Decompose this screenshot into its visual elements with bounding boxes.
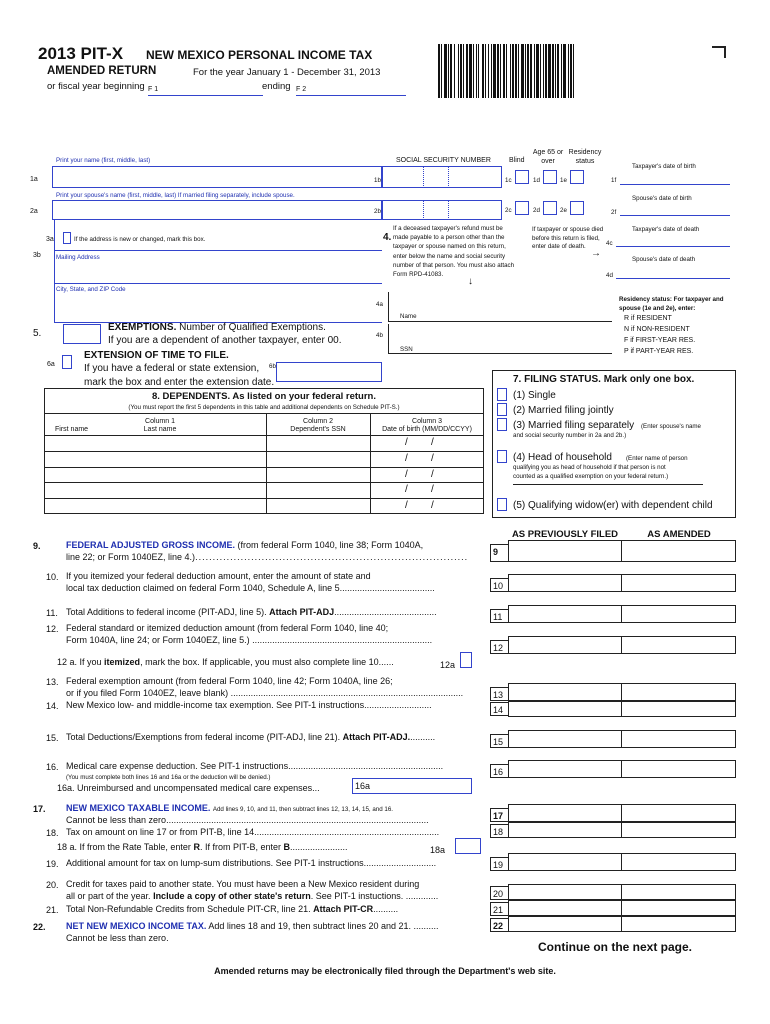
filing-hoh-label: (4) Head of household xyxy=(513,452,612,463)
line-10-box-label: 10 xyxy=(490,578,508,592)
line-20-b: all or part of the year. xyxy=(66,891,151,901)
as-amended-header: AS AMENDED xyxy=(647,529,711,540)
hoh-person-field[interactable] xyxy=(513,484,703,485)
exemptions-title: EXEMPTIONS. xyxy=(108,322,177,333)
line-2f-num: 2f xyxy=(611,209,617,216)
fiscal-end-field[interactable] xyxy=(296,95,406,96)
barcode-bar xyxy=(521,44,524,98)
exemptions-desc: Number of Qualified Exemptions. xyxy=(179,322,326,333)
line-22-bold: NET NEW MEXICO INCOME TAX. xyxy=(66,921,207,931)
beneficiary-name-field[interactable] xyxy=(388,292,612,322)
line-18-amended-field[interactable] xyxy=(622,822,736,838)
fiscal-code-start: F 1 xyxy=(148,86,159,93)
line-9-text xyxy=(66,540,423,552)
line-12-a: Federal standard or itemized deduction amount (from federal Form 1040, line 40; xyxy=(66,623,389,633)
barcode-bar xyxy=(548,44,551,98)
line-17-box-label: 17 xyxy=(490,808,508,822)
barcode-bar xyxy=(463,44,464,98)
line-20-bold: Include a copy of other state's return xyxy=(153,891,311,901)
print-spouse-label: Print your spouse's name (first, middle, last) If married filing separately, include spouse. xyxy=(56,192,295,199)
barcode-bar xyxy=(561,44,562,98)
line-17-text xyxy=(66,803,393,816)
line-20-a: Credit for taxes paid to another state. You must have been a New Mexico resident during xyxy=(66,879,420,889)
line-18-num: 18. xyxy=(46,828,59,838)
line-16-num: 16. xyxy=(46,762,59,772)
line-6a-num: 6a xyxy=(47,361,55,368)
line-14-amended-field[interactable] xyxy=(622,701,736,717)
filing-widow-label: (5) Qualifying widow(er) with dependent child xyxy=(513,500,713,511)
line-13-num: 13. xyxy=(46,677,59,687)
line-4d-num: 4d xyxy=(606,272,613,279)
line-20-box-label: 20 xyxy=(490,886,508,900)
filing-widow-checkbox[interactable] xyxy=(497,498,507,511)
spouse-dob-field[interactable] xyxy=(620,215,730,216)
col1-name: Last name xyxy=(143,426,177,433)
barcode-bar xyxy=(568,44,569,98)
line-20-c: . See PIT-1 instuctions. xyxy=(310,891,404,901)
line-2c-num: 2c xyxy=(505,207,512,214)
filing-hoh-note-3: counted as a qualified exemption on your federal return.) xyxy=(513,473,669,480)
spouse-age65-checkbox[interactable] xyxy=(543,201,557,215)
date-slash: / xyxy=(405,468,408,480)
barcode-bar xyxy=(543,44,544,98)
line-18a-text: 18 a. If from the Rate Table, enter R. If from PIT-B, enter B....................... xyxy=(57,842,348,852)
line-16-note: (You must complete both lines 16 and 16a or the deduction will be denied.) xyxy=(66,774,271,781)
line-2b-num: 2b xyxy=(374,208,381,215)
tax-year-text: For the year January 1 - December 31, 2013 xyxy=(193,67,381,78)
barcode-bar xyxy=(512,44,514,98)
spouse-dob-label: Spouse's date of birth xyxy=(632,195,692,202)
col3-title: Column 3 xyxy=(412,418,442,425)
exemptions-field[interactable] xyxy=(63,324,101,344)
residency-n: N if NON-RESIDENT xyxy=(624,326,690,333)
barcode-bar xyxy=(482,44,484,98)
filing-joint-label: (2) Married filing jointly xyxy=(513,405,614,416)
fiscal-year-label: or fiscal year beginning xyxy=(47,81,145,92)
line-12-previous-field[interactable] xyxy=(508,636,622,654)
spouse-blind-checkbox[interactable] xyxy=(515,201,529,215)
dependent-row[interactable] xyxy=(44,498,484,499)
line-22-a: Add lines 18 and 19, then subtract lines 20 and 21. xyxy=(208,921,412,931)
line-11-amended-field[interactable] xyxy=(622,605,736,623)
date-slash: / xyxy=(431,468,434,480)
barcode-bar xyxy=(534,44,535,98)
line-12-b: Form 1040A, line 24; or Form 1040EZ, line 5.) xyxy=(66,635,250,645)
filing-hoh-note: (Enter name of person xyxy=(626,455,688,462)
col2-name: Dependent's SSN xyxy=(290,426,346,433)
filing-hoh-checkbox[interactable] xyxy=(497,450,507,463)
ending-label: ending xyxy=(262,81,291,92)
barcode-bar xyxy=(530,44,532,98)
barcode-bar xyxy=(485,44,486,98)
arrow-right-icon: → xyxy=(591,248,601,259)
line-1c-num: 1c xyxy=(505,177,512,184)
line-16-previous-field[interactable] xyxy=(508,760,622,778)
filing-status-title: 7. FILING STATUS. Mark only one box. xyxy=(513,374,695,385)
age65-column-header: Age 65 or over xyxy=(532,149,564,165)
date-slash: / xyxy=(405,452,408,464)
line-16a-box-label: 16a xyxy=(355,781,371,791)
line-19-previous-field[interactable] xyxy=(508,853,622,871)
line-15-a: Total Deductions/Exemptions from federal income (PIT-ADJ, line 21). xyxy=(66,732,341,742)
form-title: NEW MEXICO PERSONAL INCOME TAX xyxy=(146,48,373,62)
line-11-num: 11. xyxy=(46,608,58,618)
spouse-dod-field[interactable] xyxy=(616,278,730,279)
barcode-bar xyxy=(557,44,559,98)
barcode-bar xyxy=(555,44,556,98)
line-21-bold: Attach PIT-CR xyxy=(313,904,374,914)
amended-return-label: AMENDED RETURN xyxy=(47,65,157,77)
line-9-box-label: 9 xyxy=(490,544,508,562)
extension-text-2: mark the box and enter the extension date. xyxy=(84,377,275,388)
col-first-name: First name xyxy=(55,426,89,433)
line-9-bold: FEDERAL ADJUSTED GROSS INCOME. xyxy=(66,540,236,550)
line-17-bold: NEW MEXICO TAXABLE INCOME. xyxy=(66,803,211,813)
line-1f-num: 1f xyxy=(611,177,617,184)
barcode-bar xyxy=(510,44,511,98)
barcode-bar xyxy=(493,44,496,98)
beneficiary-name-label: Name xyxy=(400,313,417,320)
continue-next-page: Continue on the next page. xyxy=(538,940,693,954)
corner-mark xyxy=(712,46,726,58)
itemized-checkbox[interactable] xyxy=(460,652,472,668)
line-13-amended-field[interactable] xyxy=(622,683,736,701)
extension-checkbox[interactable] xyxy=(62,355,72,369)
col2-title: Column 2 xyxy=(303,418,333,425)
line-1e-num: 1e xyxy=(560,177,567,184)
line-12-num: 12. xyxy=(46,624,59,634)
line-9-amended-field[interactable] xyxy=(622,540,736,562)
barcode-bar xyxy=(503,44,505,98)
dependent-row[interactable] xyxy=(44,451,484,452)
beneficiary-ssn-field[interactable] xyxy=(388,324,612,354)
barcode-bar xyxy=(525,44,526,98)
barcode-bar xyxy=(536,44,539,98)
line-16-text: Medical care expense deduction. See PIT-1 instructions.............................................................. xyxy=(66,761,444,771)
line-3a-num: 3a xyxy=(46,236,54,243)
extension-date-field[interactable] xyxy=(276,362,382,382)
line-10-amended-field[interactable] xyxy=(622,574,736,592)
line-12-box-label: 12 xyxy=(490,640,508,654)
line-16-a: Medical care expense deduction. See PIT-1 instructions xyxy=(66,761,289,771)
form-id: 2013 PIT-X xyxy=(38,44,124,63)
fiscal-begin-field[interactable] xyxy=(148,95,263,96)
line-10-a: If you itemized your federal deduction amount, enter the amount of state and xyxy=(66,571,371,581)
barcode-bar xyxy=(444,44,447,98)
line-20-previous-field[interactable] xyxy=(508,884,622,900)
line-13-previous-field[interactable] xyxy=(508,683,622,701)
taxpayer-residency-field[interactable] xyxy=(570,170,584,184)
barcode-bar xyxy=(506,44,507,98)
barcode-bar xyxy=(458,44,459,98)
line-9-previous-field[interactable] xyxy=(508,540,622,562)
taxpayer-age65-checkbox[interactable] xyxy=(543,170,557,184)
line-10-previous-field[interactable] xyxy=(508,574,622,592)
line-13-text-2: or if you filed Form 1040EZ, leave blank) ............................................................................................. xyxy=(66,688,464,698)
date-of-death-text: If taxpayer or spouse died before this return is filed, enter date of death. xyxy=(532,226,604,250)
line-4a-num: 4a xyxy=(376,301,383,308)
barcode-bar xyxy=(545,44,547,98)
line-17-num: 17. xyxy=(33,804,46,814)
taxpayer-dod-field[interactable] xyxy=(616,246,730,247)
line-21-amended-field[interactable] xyxy=(622,900,736,916)
line-15-bold: Attach PIT-ADJ. xyxy=(342,732,411,742)
line-21-a: Total Non-Refundable Credits from Schedule PIT-CR, line 21. xyxy=(66,904,311,914)
line-3b-num: 3b xyxy=(33,252,41,259)
dependent-row[interactable] xyxy=(44,435,484,436)
barcode-bar xyxy=(552,44,554,98)
line-15-previous-field[interactable] xyxy=(508,730,622,748)
line-2a-num: 2a xyxy=(30,208,38,215)
city-state-zip-label: City, State, and ZIP Code xyxy=(56,286,126,293)
line-18-text: Tax on amount on line 17 or from PIT-B, line 14.......................................................................... xyxy=(66,827,440,837)
barcode-image xyxy=(438,44,706,98)
line-22-box-label: 22 xyxy=(490,918,508,932)
barcode-bar xyxy=(497,44,499,98)
barcode-bar xyxy=(518,44,519,98)
address-changed-checkbox[interactable] xyxy=(63,232,71,244)
fiscal-code-end: F 2 xyxy=(296,86,307,93)
barcode-bar xyxy=(563,44,566,98)
line-22-amended-field[interactable] xyxy=(622,916,736,932)
ssn-column-header: SOCIAL SECURITY NUMBER xyxy=(396,157,491,164)
barcode-bar xyxy=(527,44,529,98)
filing-separate-checkbox[interactable] xyxy=(497,418,507,431)
date-slash: / xyxy=(405,500,408,512)
barcode-bar xyxy=(448,44,449,98)
spouse-ssn-field[interactable] xyxy=(382,200,502,220)
print-name-label: Print your name (first, middle, last) xyxy=(56,157,151,164)
mailing-address-label: Mailing Address xyxy=(56,254,100,261)
line-9-b: line 22; or Form 1040EZ, line 4.) xyxy=(66,552,196,562)
line-4c-num: 4c xyxy=(606,240,613,247)
exemptions-text-1 xyxy=(108,322,326,333)
date-slash: / xyxy=(431,437,434,448)
taxpayer-ssn-field[interactable] xyxy=(382,166,502,188)
line-11-text: Total Additions to federal income (PIT-ADJ, line 5). Attach PIT-ADJ......................................... xyxy=(66,607,437,617)
barcode-bar xyxy=(500,44,501,98)
line-21-box-label: 21 xyxy=(490,902,508,916)
line-12-text-2: Form 1040A, line 24; or Form 1040EZ, line 5.) ........................................................................ xyxy=(66,635,433,645)
line-15-text: Total Deductions/Exemptions from federal income (PIT-ADJ, line 21). Attach PIT-ADJ........... xyxy=(66,732,436,742)
line-22-num: 22. xyxy=(33,922,46,932)
line-13-box-label: 13 xyxy=(490,687,508,701)
barcode-bar xyxy=(450,44,452,98)
line-12a-box-label: 12a xyxy=(440,660,456,670)
barcode-bar xyxy=(540,44,541,98)
line-17-a: Add lines 9, 10, and 11, then subtract lines 12, 13, 14, 15, and 16. xyxy=(212,806,393,813)
line-18-box-label: 18 xyxy=(490,824,508,838)
residency-column-header: Residency status xyxy=(568,149,602,165)
line-2d-num: 2d xyxy=(533,207,540,214)
line-12a-b: , mark the box. If applicable, you must also complete line 10...... xyxy=(140,657,394,667)
line-17-text-2: Cannot be less than zero......................................................................................................... xyxy=(66,815,429,825)
line-2e-num: 2e xyxy=(560,207,567,214)
line-21-num: 21. xyxy=(46,905,59,915)
col3-name: Date of birth (MM/DD/CCYY) xyxy=(382,426,472,433)
barcode-bar xyxy=(469,44,472,98)
line-10-text-2: local tax deduction claimed on federal Form 1040, Schedule A, line 5...................................... xyxy=(66,583,435,593)
dependent-row[interactable] xyxy=(44,482,484,483)
barcode-bar xyxy=(466,44,468,98)
filing-separate-note: (Enter spouse's name xyxy=(641,423,701,430)
line-20-num: 20. xyxy=(46,880,59,890)
extension-text-1: If you have a federal or state extension, xyxy=(84,363,260,374)
dependents-subtitle: (You must report the first 5 dependents in this table and additional dependents on Schedule PIT-S.) xyxy=(128,404,400,411)
barcode-bar xyxy=(438,44,440,98)
line-22-b: Cannot be less than zero. xyxy=(66,933,169,943)
barcode-bar xyxy=(488,44,489,98)
line-15-num: 15. xyxy=(46,733,59,743)
line-9-num: 9. xyxy=(33,541,41,551)
exemptions-text-2: If you are a dependent of another taxpayer, enter 00. xyxy=(108,335,342,346)
line-14-text: New Mexico low- and middle-income tax exemption. See PIT-1 instructions........................... xyxy=(66,700,432,710)
line-19-a: Additional amount for tax on lump-sum distributions. See PIT-1 instructions xyxy=(66,858,364,868)
line-17-b: Cannot be less than zero. xyxy=(66,815,169,825)
line-20-amended-field[interactable] xyxy=(622,884,736,900)
line-13-a: Federal exemption amount (from federal Form 1040, line 42; Form 1040A, line 26; xyxy=(66,676,393,686)
line-19-amended-field[interactable] xyxy=(622,853,736,871)
filing-hoh-note-2: qualifying you as head of household if that person is not xyxy=(513,464,666,471)
line-18-previous-field[interactable] xyxy=(508,822,622,838)
date-slash: / xyxy=(431,452,434,464)
barcode-bar xyxy=(570,44,572,98)
date-slash: / xyxy=(405,484,408,496)
line-14-previous-field[interactable] xyxy=(508,701,622,717)
line-11-a: Total Additions to federal income (PIT-ADJ, line 5). xyxy=(66,607,267,617)
as-previously-filed-header: AS PREVIOUSLY FILED xyxy=(511,529,619,540)
line-14-num: 14. xyxy=(46,701,59,711)
col1-title: Column 1 xyxy=(145,418,175,425)
line-1b-num: 1b xyxy=(374,177,381,184)
line-12-amended-field[interactable] xyxy=(622,636,736,654)
line-12a-a: 12 a. If you xyxy=(57,657,102,667)
barcode-bar xyxy=(460,44,462,98)
barcode-bar xyxy=(573,44,574,98)
line-13-b: or if you filed Form 1040EZ, leave blank) xyxy=(66,688,229,698)
line-5-num: 5. xyxy=(33,328,42,339)
blind-column-header: Blind xyxy=(509,157,525,164)
line-11-bold: Attach PIT-ADJ xyxy=(269,607,335,617)
line-1a-num: 1a xyxy=(30,176,38,183)
beneficiary-ssn-label: SSN xyxy=(400,346,413,353)
mailing-address-field[interactable] xyxy=(54,250,382,251)
line-15-amended-field[interactable] xyxy=(622,730,736,748)
barcode-bar xyxy=(441,44,442,98)
line-22-previous-field[interactable] xyxy=(508,916,622,932)
extension-title: EXTENSION OF TIME TO FILE. xyxy=(84,350,229,361)
taxpayer-dod-label: Taxpayer's date of death xyxy=(632,226,700,233)
filing-single-label: (1) Single xyxy=(513,390,556,401)
line-16-box-label: 16 xyxy=(490,764,508,778)
date-slash: / xyxy=(431,484,434,496)
line-12a-text xyxy=(57,657,394,669)
address-changed-label: If the address is new or changed, mark this box. xyxy=(74,236,206,243)
line-14-box-label: 14 xyxy=(490,702,508,716)
line-18a-b: . If from PIT-B, enter xyxy=(199,842,281,852)
barcode-bar xyxy=(476,44,477,98)
line-19-box-label: 19 xyxy=(490,857,508,871)
line-19-text: Additional amount for tax on lump-sum distributions. See PIT-1 instructions............................. xyxy=(66,858,437,868)
arrow-down-icon: ↓ xyxy=(468,276,473,287)
electronic-filing-note: Amended returns may be electronically filed through the Department's web site. xyxy=(214,966,556,976)
line-10-num: 10. xyxy=(46,572,59,582)
taxpayer-dob-field[interactable] xyxy=(620,184,730,185)
line-1d-num: 1d xyxy=(533,177,540,184)
residency-r: R if RESIDENT xyxy=(624,315,672,322)
line-15-box-label: 15 xyxy=(490,734,508,748)
line-20-text-2: all or part of the year. Include a copy of other state's return. See PIT-1 instuctions. ............. xyxy=(66,891,439,901)
line-18a-bold: R xyxy=(193,842,200,852)
line-11-previous-field[interactable] xyxy=(508,605,622,623)
filing-separate-note-2: and social security number in 2a and 2b.) xyxy=(513,432,627,439)
deceased-refund-text: If a deceased taxpayer's refund must be made payable to a person other than the taxpayer or spouse named on this return, enter below the name and social security number of that person. You must also attach Form RPD-41083. xyxy=(393,225,515,279)
line-17-amended-field[interactable] xyxy=(622,804,736,822)
barcode-bar xyxy=(473,44,474,98)
dependents-title: 8. DEPENDENTS. As listed on your federal return. xyxy=(151,391,376,402)
line-16-amended-field[interactable] xyxy=(622,760,736,778)
line-12a-bold: itemized xyxy=(104,657,141,667)
line-18a-bold-2: B xyxy=(283,842,290,852)
line-10-b: local tax deduction claimed on federal Form 1040, Schedule A, line 5 xyxy=(66,583,340,593)
barcode-bar xyxy=(454,44,455,98)
spouse-residency-field[interactable] xyxy=(570,201,584,215)
line-18-a: Tax on amount on line 17 or from PIT-B, line 14 xyxy=(66,827,255,837)
line-4-num: 4. xyxy=(383,232,392,243)
line-21-text: Total Non-Refundable Credits from Schedule PIT-CR, line 21. Attach PIT-CR.......... xyxy=(66,904,399,914)
line-6b-num: 6b xyxy=(269,363,276,370)
line-19-num: 19. xyxy=(46,859,59,869)
taxpayer-dob-label: Taxpayer's date of birth xyxy=(632,163,696,170)
line-18a-a: 18 a. If from the Rate Table, enter xyxy=(57,842,191,852)
residency-legend-title: Residency status: For taxpayer and spouse (1e and 2e), enter: xyxy=(619,296,724,312)
spouse-name-field[interactable] xyxy=(52,200,382,220)
line-22-text: NET NEW MEXICO INCOME TAX. Add lines 18 and 19, then subtract lines 20 and 21. .......... xyxy=(66,921,439,931)
filing-joint-checkbox[interactable] xyxy=(497,403,507,416)
taxpayer-blind-checkbox[interactable] xyxy=(515,170,529,184)
line-16a-a: 16a. Unreimbursed and uncompensated medical care expenses... xyxy=(57,783,320,793)
date-slash: / xyxy=(431,500,434,512)
residency-f: F if FIRST-YEAR RES. xyxy=(624,337,696,344)
line-18a-box-label: 18a xyxy=(430,845,446,855)
filing-separate-label: (3) Married filing separately xyxy=(513,420,635,431)
residency-p: P if PART-YEAR RES. xyxy=(624,348,694,355)
filing-single-checkbox[interactable] xyxy=(497,388,507,401)
barcode-bar xyxy=(478,44,479,98)
line-9-a: (from federal Form 1040, line 38; Form 1040A, xyxy=(237,540,424,550)
line-11-box-label: 11 xyxy=(490,609,508,623)
rate-table-field[interactable] xyxy=(455,838,481,854)
line-4b-num: 4b xyxy=(376,332,383,339)
spouse-dod-label: Spouse's date of death xyxy=(632,256,696,263)
date-slash: / xyxy=(405,437,408,448)
line-9-text-2: line 22; or Form 1040EZ, line 4.).............................................................................. xyxy=(66,552,469,562)
line-14-a: New Mexico low- and middle-income tax exemption. See PIT-1 instructions xyxy=(66,700,365,710)
barcode-bar xyxy=(515,44,517,98)
dependent-row[interactable] xyxy=(44,467,484,468)
line-17-previous-field[interactable] xyxy=(508,804,622,822)
barcode-bar xyxy=(491,44,492,98)
line-16a-field[interactable] xyxy=(352,778,472,794)
line-21-previous-field[interactable] xyxy=(508,900,622,916)
taxpayer-name-field[interactable] xyxy=(52,166,382,188)
